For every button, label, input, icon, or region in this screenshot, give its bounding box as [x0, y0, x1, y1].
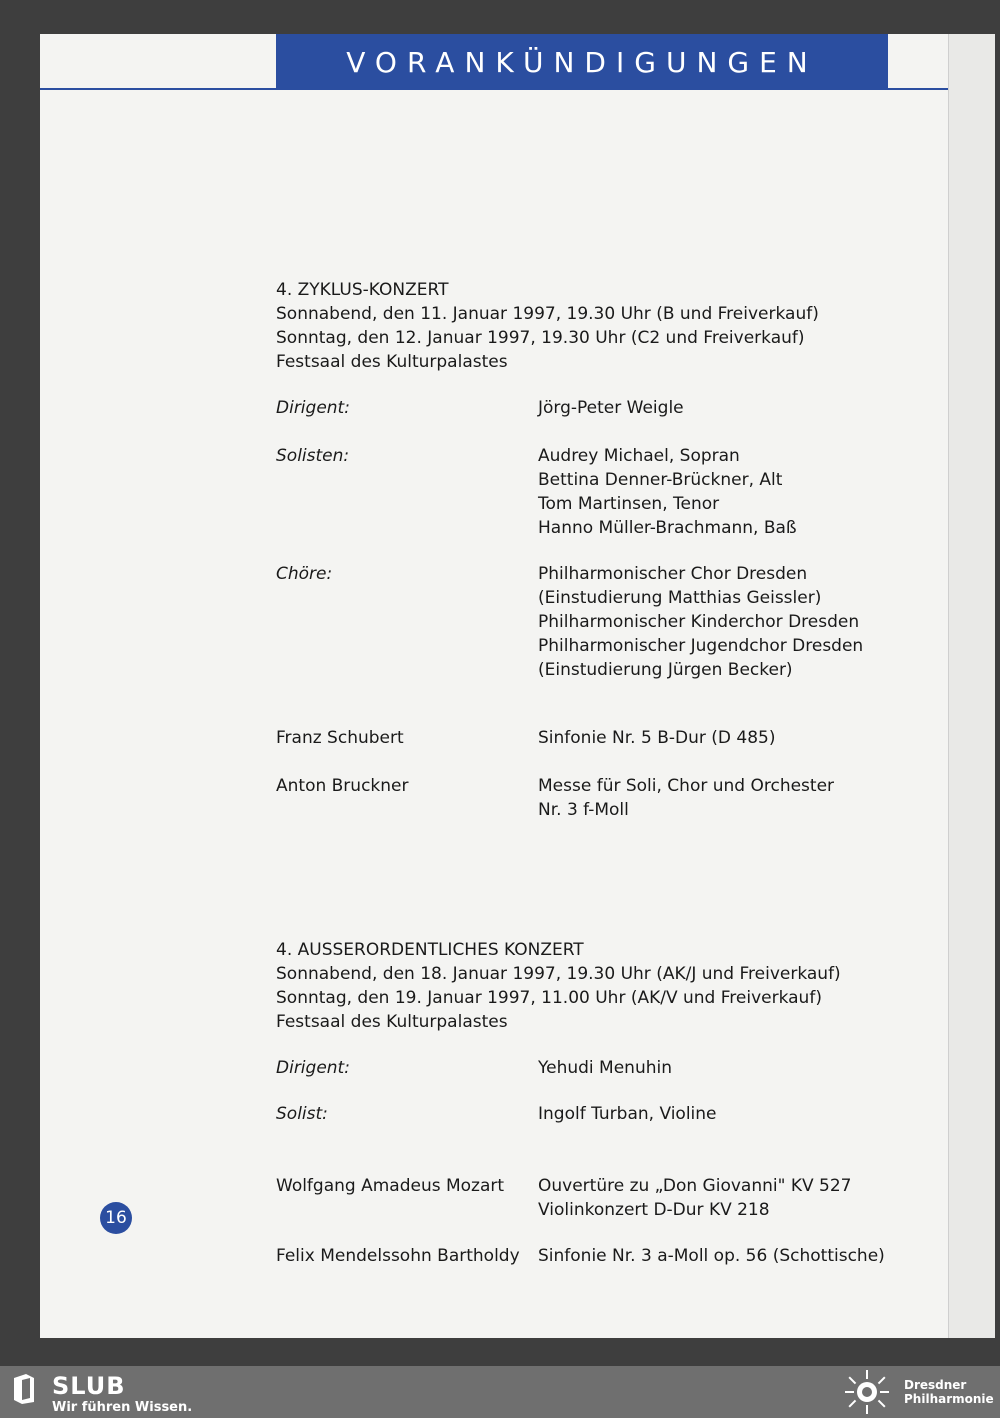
- concert2-conductor-label: Dirigent:: [276, 1058, 350, 1078]
- orchestra-name-line-1: Dresdner: [904, 1378, 967, 1392]
- program-works: [538, 1174, 908, 1222]
- concert2-soloist-label: Solist:: [276, 1104, 328, 1124]
- orchestra-name: [904, 1378, 994, 1406]
- program-work: Violinkonzert D-Dur KV 218: [538, 1200, 770, 1220]
- program-composer: Wolfgang Amadeus Mozart: [276, 1176, 505, 1196]
- header-banner: [276, 34, 888, 88]
- soloist-3: Tom Martinsen, Tenor: [538, 494, 720, 514]
- concert1-title: 4. ZYKLUS-KONZERT: [276, 280, 449, 300]
- choir-line-5: (Einstudierung Jürgen Becker): [538, 660, 793, 680]
- program-work: Messe für Soli, Chor und Orchester: [538, 776, 835, 796]
- program-work: Ouvertüre zu „Don Giovanni" KV 527: [538, 1176, 852, 1196]
- concert1-soloists: [538, 444, 908, 540]
- concert1-heading: [276, 278, 819, 374]
- concert2-date-1: Sonnabend, den 18. Januar 1997, 19.30 Uhr (AK/J und Freiverkauf): [276, 964, 841, 984]
- program-composer: Franz Schubert: [276, 728, 404, 748]
- page-title: VORANKÜNDIGUNGEN: [346, 46, 818, 79]
- soloist-2: Bettina Denner-Brückner, Alt: [538, 470, 783, 490]
- page-number-badge: 16: [100, 1202, 132, 1234]
- orchestra-name-line-2: Philharmonie: [904, 1392, 994, 1406]
- concert2-heading: [276, 938, 841, 1034]
- library-name: SLUB: [52, 1372, 126, 1400]
- concert1-date-2: Sonntag, den 12. Januar 1997, 19.30 Uhr (C2 und Freiverkauf): [276, 328, 805, 348]
- concert1-venue: Festsaal des Kulturpalastes: [276, 352, 508, 372]
- program-work: Sinfonie Nr. 5 B-Dur (D 485): [538, 728, 776, 748]
- document-page: [40, 34, 948, 1338]
- adjacent-page-edge: [948, 34, 995, 1338]
- program-composer: Anton Bruckner: [276, 776, 409, 796]
- concert2-date-2: Sonntag, den 19. Januar 1997, 11.00 Uhr (AK/V und Freiverkauf): [276, 988, 822, 1008]
- program-work: Sinfonie Nr. 3 a-Moll op. 56 (Schottische): [538, 1246, 885, 1266]
- library-tagline: Wir führen Wissen.: [52, 1400, 193, 1415]
- slub-logo-icon: [12, 1374, 36, 1404]
- program-work: Nr. 3 f-Moll: [538, 800, 629, 820]
- concert2-title: 4. AUSSERORDENTLICHES KONZERT: [276, 940, 584, 960]
- concert2-venue: Festsaal des Kulturpalastes: [276, 1012, 508, 1032]
- concert2-soloist: Ingolf Turban, Violine: [538, 1104, 717, 1124]
- concert2-conductor: Yehudi Menuhin: [538, 1058, 672, 1078]
- concert1-soloists-label: Solisten:: [276, 446, 350, 466]
- choir-line-2: (Einstudierung Matthias Geissler): [538, 588, 822, 608]
- concert1-conductor-label: Dirigent:: [276, 398, 350, 418]
- program-composer: Felix Mendelssohn Bartholdy: [276, 1246, 520, 1266]
- choir-line-4: Philharmonischer Jugendchor Dresden: [538, 636, 864, 656]
- choir-line-3: Philharmonischer Kinderchor Dresden: [538, 612, 860, 632]
- orchestra-logo-icon: [842, 1368, 892, 1416]
- soloist-1: Audrey Michael, Sopran: [538, 446, 740, 466]
- soloist-4: Hanno Müller-Brachmann, Baß: [538, 518, 797, 538]
- program-works: [538, 774, 908, 822]
- concert1-conductor: Jörg-Peter Weigle: [538, 398, 684, 418]
- viewer-footer: [0, 1366, 1000, 1418]
- concert1-choirs: [538, 562, 908, 682]
- header-rule: [40, 88, 948, 90]
- concert1-date-1: Sonnabend, den 11. Januar 1997, 19.30 Uhr (B und Freiverkauf): [276, 304, 819, 324]
- concert1-choirs-label: Chöre:: [276, 564, 333, 584]
- choir-line-1: Philharmonischer Chor Dresden: [538, 564, 808, 584]
